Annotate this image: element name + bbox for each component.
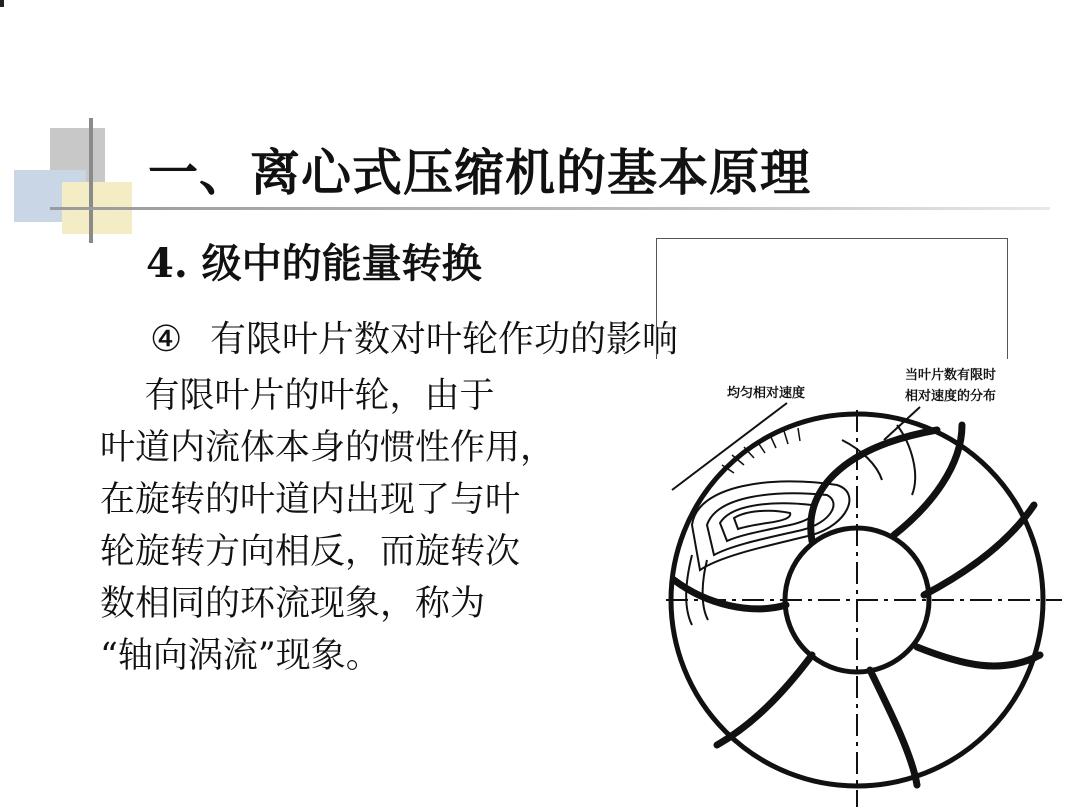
point-heading	[150, 311, 678, 362]
body-paragraph	[100, 370, 620, 682]
section-heading: 4. 级中的能量转换	[146, 240, 482, 287]
diagram-frame	[656, 238, 1008, 359]
body-line: 有限叶片的叶轮，由于	[100, 376, 495, 416]
corner-mark	[0, 0, 4, 7]
blade	[811, 430, 937, 541]
leader-line-left	[672, 403, 787, 490]
label-uniform-velocity: 均匀相对速度	[727, 386, 806, 401]
body-line: 轮旋转方向相反，而旋转次	[100, 532, 521, 572]
body-line: 在旋转的叶道内出现了与叶	[100, 480, 521, 520]
label-finite-blades-1: 当叶片数有限时	[905, 368, 997, 383]
title-decoration	[0, 110, 170, 250]
impeller-diagram	[662, 355, 1072, 810]
blade	[924, 505, 1034, 595]
point-title: 有限叶片数对叶轮作功的影响	[210, 319, 679, 360]
hatch	[770, 435, 776, 448]
title-underline	[50, 207, 1050, 210]
vortex-contours	[686, 425, 915, 625]
deco-vertical-bar	[89, 118, 93, 243]
blade	[917, 647, 1040, 666]
point-marker: ④	[150, 319, 183, 360]
body-line: 数相同的环流现象，称为	[100, 584, 486, 624]
blade	[717, 655, 812, 745]
label-finite-blades-2: 相对速度的分布	[905, 389, 997, 404]
page-title: 一、离心式压缩机的基本原理	[148, 143, 811, 202]
body-line: 叶道内流体本身的惯性作用，	[100, 428, 556, 468]
hatch	[784, 431, 788, 444]
hatch	[798, 428, 800, 441]
ring-hatching	[722, 428, 800, 473]
blade	[870, 670, 917, 785]
blade	[674, 580, 786, 609]
body-line: “轴向涡流”现象。	[100, 636, 381, 676]
